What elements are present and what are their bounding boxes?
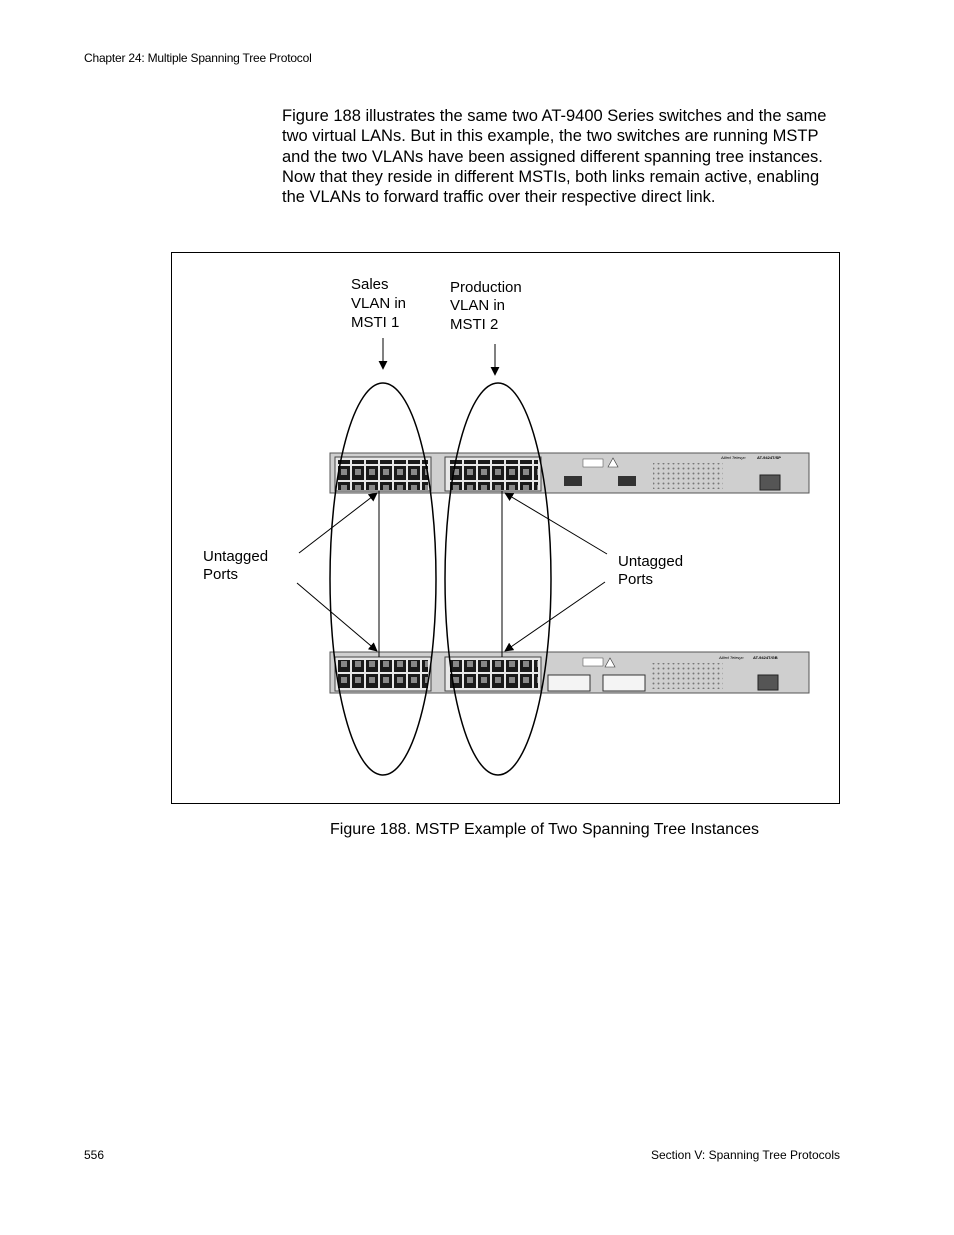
label-sales: Sales VLAN in MSTI 1	[351, 276, 407, 331]
arrow-untagged-left-bottom	[297, 583, 377, 651]
label-production: Production VLAN in MSTI 2	[450, 279, 522, 333]
brand-top: Allied Telesyn	[721, 455, 746, 460]
body-paragraph: Figure 188 illustrates the same two AT-9400 Series switches and the same two virtual LANs. But in this example, the two switches are running MSTP and the two VLANs have been assigned different spanning tree instances. Now that they reside in different MSTIs, both links remain active, enabling the VLANs to forward traffic over their respective direct link.	[282, 107, 827, 207]
arrow-untagged-right-bottom	[505, 582, 605, 651]
arrow-untagged-left-top	[299, 493, 377, 553]
model-bottom: AT-9424T/GB	[753, 655, 778, 660]
brand-bottom: Allied Telesyn	[719, 655, 744, 660]
label-untagged-right: Untagged Ports	[618, 553, 684, 588]
section-footer: Section V: Spanning Tree Protocols	[651, 1148, 840, 1162]
vlan-ellipse-msti1	[330, 383, 436, 775]
page-number: 556	[84, 1148, 105, 1162]
model-top: AT-9424T/SP	[757, 455, 781, 460]
running-header: Chapter 24: Multiple Spanning Tree Protocol	[84, 51, 312, 65]
switch-bottom	[330, 652, 809, 693]
vlan-ellipse-msti2	[445, 383, 551, 775]
figure-frame	[171, 252, 840, 804]
arrow-untagged-right-top	[505, 493, 607, 554]
label-untagged-left: Untagged Ports	[203, 548, 269, 583]
figure-caption: Figure 188. MSTP Example of Two Spanning Tree Instances	[330, 821, 759, 838]
mstp-diagram	[172, 253, 839, 803]
switch-top	[330, 453, 809, 493]
